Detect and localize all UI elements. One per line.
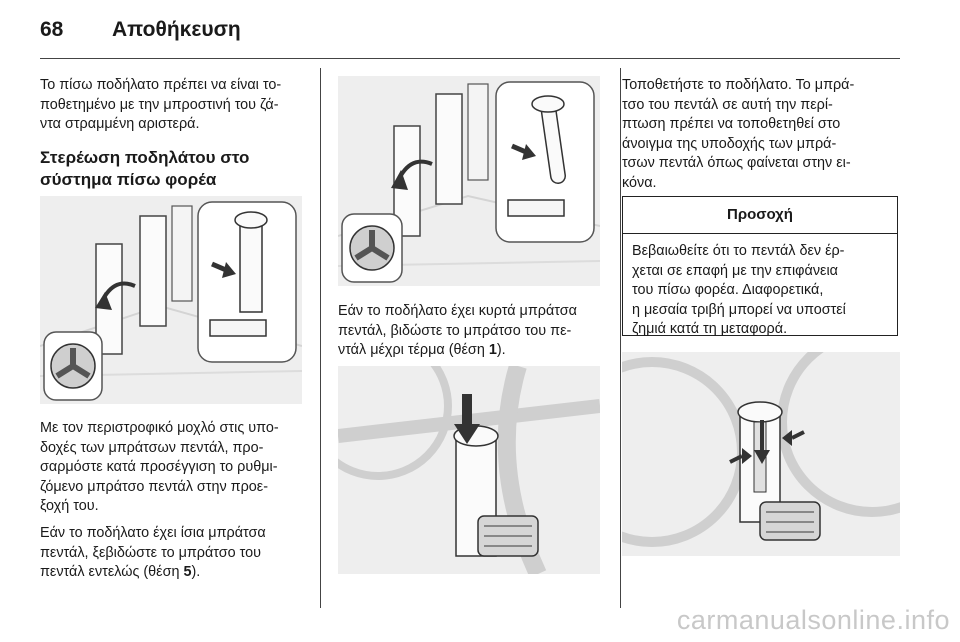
column-divider xyxy=(320,68,321,608)
paragraph-straight-arms: Εάν το ποδήλατο έχει ίσια μπράτσα πεντάλ, ξεβιδώστε το μπράτσο του πεντάλ εντελώς (θέση 5). xyxy=(40,524,266,581)
section-heading: Στερέωση ποδηλάτου στο σύστημα πίσω φορέα xyxy=(40,147,250,189)
column-1-top xyxy=(40,76,310,191)
illustration-pedal-arm-curved xyxy=(338,76,600,286)
illustration-pedal-knob xyxy=(40,196,302,404)
column-3-text xyxy=(622,76,902,194)
illustration-pedal-in-slot xyxy=(622,352,900,556)
column-2-text xyxy=(338,302,613,361)
paragraph-rotary-knob: Με τον περιστροφικό μοχλό στις υπο- δοχές των μπράτσων πεντάλ, προ- σαρμόστε κατά προσέγγιση το ρυθμι- ζόμενο μπράτσο πεντάλ στην προε- ξοχή του. xyxy=(40,420,279,515)
page-header xyxy=(40,18,241,42)
paragraph-place-bike: Τοποθετήστε το ποδήλατο. Το μπρά- τσο του πεντάλ σε αυτή την περί- πτωση πρέπει να τοποθετηθεί στο άνοιγμα της υποδοχής των μπρά- τσων πεντάλ όπως φαίνεται στην ει- κόνα. xyxy=(622,77,855,191)
caution-text: Βεβαιωθείτε ότι το πεντάλ δεν έρ- χεται σε επαφή με την επιφάνεια του πίσω φορέα. Διαφορετικά, η μεσαία τριβή μπορεί να υποστεί ζημιά κατά τη μεταφορά. xyxy=(632,243,846,338)
illustration-bike-pedal-holder xyxy=(338,366,600,574)
intro-paragraph: Το πίσω ποδήλατο πρέπει να είναι το- ποθετημένο με την μπροστινή του ζά- ντα στραμμένη αριστερά. xyxy=(40,77,282,133)
caution-title: Προσοχή xyxy=(623,197,897,234)
watermark: carmanualsonline.info xyxy=(676,605,950,635)
paragraph-curved-arms: Εάν το ποδήλατο έχει κυρτά μπράτσα πεντάλ, βιδώστε το μπράτσο του πε- ντάλ μέχρι τέρμα (θέση 1). xyxy=(338,303,577,359)
column-1-bottom xyxy=(40,419,315,583)
page-number: 68 xyxy=(40,18,64,41)
page-title: Αποθήκευση xyxy=(112,18,241,41)
header-rule xyxy=(40,58,900,59)
caution-box xyxy=(622,196,898,336)
column-divider xyxy=(620,68,621,608)
